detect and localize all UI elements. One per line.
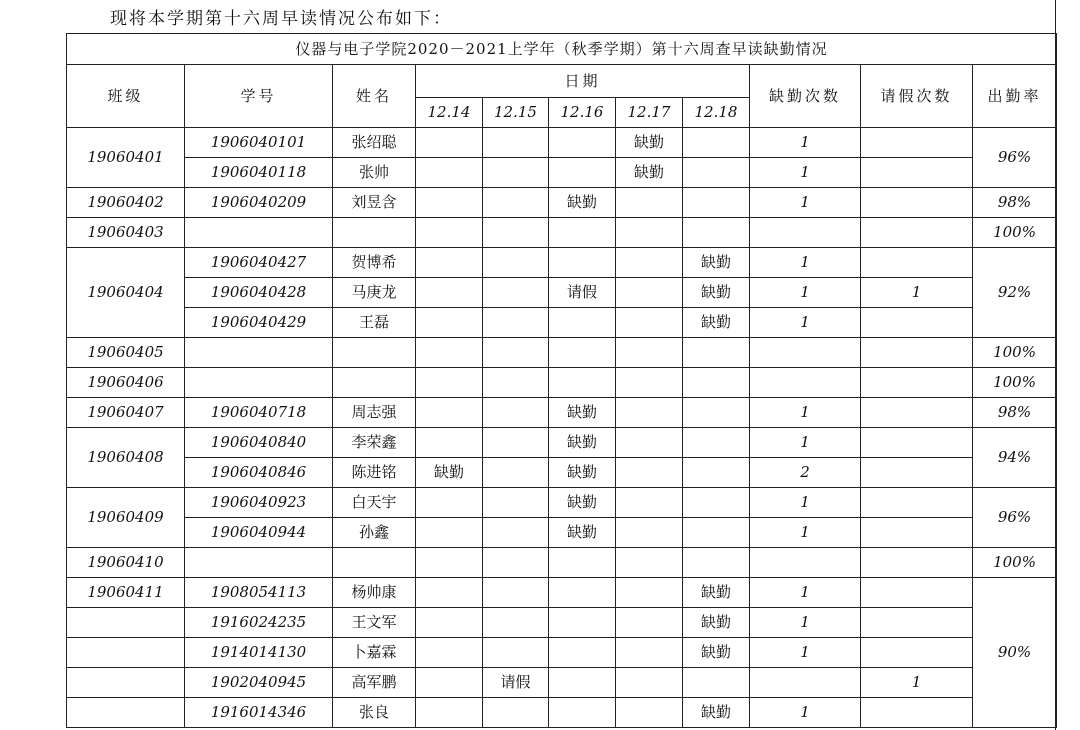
name-cell: 王磊 bbox=[333, 308, 416, 338]
leave-count-cell bbox=[861, 518, 973, 548]
leave-count-cell: 1 bbox=[861, 278, 973, 308]
header-student-id: 学号 bbox=[185, 65, 333, 128]
day-status-cell bbox=[683, 548, 750, 578]
attendance-rate-cell: 98% bbox=[973, 188, 1057, 218]
day-status-cell bbox=[549, 608, 616, 638]
day-status-cell bbox=[616, 488, 683, 518]
student-id-cell: 1902040945 bbox=[185, 668, 333, 698]
absence-count-cell: 1 bbox=[750, 128, 861, 158]
student-id-cell bbox=[185, 368, 333, 398]
table-row bbox=[67, 698, 1057, 728]
student-id-cell: 1916014346 bbox=[185, 698, 333, 728]
name-cell bbox=[333, 218, 416, 248]
class-cell bbox=[67, 608, 185, 638]
student-id-cell: 1906040427 bbox=[185, 248, 333, 278]
absence-count-cell: 1 bbox=[750, 158, 861, 188]
day-status-cell bbox=[616, 248, 683, 278]
leave-count-cell bbox=[861, 488, 973, 518]
day-status-cell bbox=[616, 338, 683, 368]
class-cell: 19060401 bbox=[67, 128, 185, 188]
table-row bbox=[67, 338, 1057, 368]
absence-count-cell: 1 bbox=[750, 488, 861, 518]
leave-count-cell bbox=[861, 398, 973, 428]
day-status-cell bbox=[616, 548, 683, 578]
day-status-cell bbox=[549, 548, 616, 578]
day-status-cell: 缺勤 bbox=[683, 578, 750, 608]
day-status-cell: 缺勤 bbox=[549, 428, 616, 458]
table-row bbox=[67, 458, 1057, 488]
day-status-cell: 缺勤 bbox=[683, 698, 750, 728]
leave-count-cell bbox=[861, 308, 973, 338]
absence-count-cell: 1 bbox=[750, 278, 861, 308]
header-date-group: 日期 bbox=[416, 65, 750, 98]
day-status-cell bbox=[416, 308, 483, 338]
attendance-rate-cell: 90% bbox=[973, 578, 1057, 728]
day-status-cell bbox=[416, 368, 483, 398]
day-status-cell bbox=[416, 128, 483, 158]
table-row bbox=[67, 488, 1057, 518]
student-id-cell: 1906040428 bbox=[185, 278, 333, 308]
absence-count-cell: 1 bbox=[750, 428, 861, 458]
day-status-cell bbox=[683, 668, 750, 698]
day-status-cell bbox=[483, 128, 549, 158]
day-status-cell bbox=[416, 338, 483, 368]
absence-count-cell bbox=[750, 668, 861, 698]
attendance-rate-cell: 96% bbox=[973, 128, 1057, 188]
class-cell: 19060408 bbox=[67, 428, 185, 488]
day-status-cell bbox=[416, 188, 483, 218]
class-cell: 19060410 bbox=[67, 548, 185, 578]
absence-count-cell bbox=[750, 338, 861, 368]
header-absence-count: 缺勤次数 bbox=[750, 65, 861, 128]
day-status-cell bbox=[483, 548, 549, 578]
table-row bbox=[67, 248, 1057, 278]
day-status-cell bbox=[549, 248, 616, 278]
leave-count-cell: 1 bbox=[861, 668, 973, 698]
day-status-cell bbox=[616, 638, 683, 668]
leave-count-cell bbox=[861, 578, 973, 608]
absence-count-cell: 1 bbox=[750, 518, 861, 548]
day-status-cell bbox=[616, 518, 683, 548]
day-status-cell bbox=[549, 668, 616, 698]
day-status-cell bbox=[616, 668, 683, 698]
day-status-cell bbox=[683, 458, 750, 488]
student-id-cell: 1906040118 bbox=[185, 158, 333, 188]
day-status-cell: 缺勤 bbox=[549, 398, 616, 428]
day-status-cell bbox=[549, 308, 616, 338]
header-name: 姓名 bbox=[333, 65, 416, 128]
day-status-cell bbox=[549, 338, 616, 368]
day-status-cell bbox=[416, 668, 483, 698]
table-row bbox=[67, 578, 1057, 608]
day-status-cell bbox=[416, 398, 483, 428]
absence-count-cell: 1 bbox=[750, 398, 861, 428]
leave-count-cell bbox=[861, 638, 973, 668]
class-cell: 19060405 bbox=[67, 338, 185, 368]
header-date: 12.14 bbox=[416, 98, 483, 128]
student-id-cell bbox=[185, 218, 333, 248]
day-status-cell bbox=[416, 608, 483, 638]
day-status-cell bbox=[683, 158, 750, 188]
day-status-cell bbox=[683, 218, 750, 248]
student-id-cell: 1906040209 bbox=[185, 188, 333, 218]
day-status-cell bbox=[549, 638, 616, 668]
class-cell bbox=[67, 698, 185, 728]
name-cell bbox=[333, 338, 416, 368]
student-id-cell: 1906040718 bbox=[185, 398, 333, 428]
absence-count-cell: 1 bbox=[750, 638, 861, 668]
name-cell: 白天宇 bbox=[333, 488, 416, 518]
day-status-cell bbox=[416, 638, 483, 668]
absence-count-cell: 1 bbox=[750, 248, 861, 278]
day-status-cell bbox=[683, 188, 750, 218]
absence-count-cell bbox=[750, 368, 861, 398]
day-status-cell bbox=[483, 488, 549, 518]
day-status-cell bbox=[483, 308, 549, 338]
attendance-rate-cell: 96% bbox=[973, 488, 1057, 548]
student-id-cell: 1916024235 bbox=[185, 608, 333, 638]
table-row bbox=[67, 668, 1057, 698]
student-id-cell bbox=[185, 548, 333, 578]
day-status-cell bbox=[549, 368, 616, 398]
student-id-cell bbox=[185, 338, 333, 368]
attendance-rate-cell: 100% bbox=[973, 338, 1057, 368]
day-status-cell bbox=[616, 218, 683, 248]
day-status-cell bbox=[416, 428, 483, 458]
attendance-rate-cell: 100% bbox=[973, 548, 1057, 578]
class-cell: 19060402 bbox=[67, 188, 185, 218]
header-date: 12.16 bbox=[549, 98, 616, 128]
day-status-cell bbox=[483, 578, 549, 608]
day-status-cell bbox=[416, 698, 483, 728]
leave-count-cell bbox=[861, 128, 973, 158]
name-cell: 陈进铭 bbox=[333, 458, 416, 488]
day-status-cell bbox=[683, 518, 750, 548]
day-status-cell bbox=[683, 398, 750, 428]
leave-count-cell bbox=[861, 188, 973, 218]
day-status-cell bbox=[416, 518, 483, 548]
day-status-cell bbox=[683, 488, 750, 518]
student-id-cell: 1906040101 bbox=[185, 128, 333, 158]
name-cell: 刘昱含 bbox=[333, 188, 416, 218]
day-status-cell: 缺勤 bbox=[549, 518, 616, 548]
table-row bbox=[67, 518, 1057, 548]
name-cell: 张帅 bbox=[333, 158, 416, 188]
leave-count-cell bbox=[861, 548, 973, 578]
attendance-table bbox=[66, 33, 1057, 728]
day-status-cell bbox=[483, 428, 549, 458]
day-status-cell bbox=[616, 278, 683, 308]
class-cell: 19060403 bbox=[67, 218, 185, 248]
day-status-cell bbox=[483, 398, 549, 428]
student-id-cell: 1906040429 bbox=[185, 308, 333, 338]
header-date: 12.17 bbox=[616, 98, 683, 128]
day-status-cell bbox=[483, 638, 549, 668]
name-cell: 贺博希 bbox=[333, 248, 416, 278]
header-attendance-rate: 出勤率 bbox=[973, 65, 1057, 128]
day-status-cell bbox=[416, 248, 483, 278]
day-status-cell: 请假 bbox=[549, 278, 616, 308]
table-row bbox=[67, 608, 1057, 638]
table-row bbox=[67, 638, 1057, 668]
day-status-cell bbox=[616, 578, 683, 608]
day-status-cell bbox=[483, 518, 549, 548]
day-status-cell: 缺勤 bbox=[616, 158, 683, 188]
day-status-cell bbox=[616, 188, 683, 218]
absence-count-cell bbox=[750, 548, 861, 578]
day-status-cell bbox=[483, 368, 549, 398]
absence-count-cell: 1 bbox=[750, 188, 861, 218]
name-cell: 孙鑫 bbox=[333, 518, 416, 548]
day-status-cell bbox=[616, 368, 683, 398]
class-cell: 19060409 bbox=[67, 488, 185, 548]
day-status-cell bbox=[416, 578, 483, 608]
day-status-cell bbox=[683, 428, 750, 458]
absence-count-cell: 1 bbox=[750, 578, 861, 608]
header-row bbox=[67, 65, 1057, 98]
class-cell: 19060411 bbox=[67, 578, 185, 608]
student-id-cell: 1906040846 bbox=[185, 458, 333, 488]
table-row bbox=[67, 158, 1057, 188]
leave-count-cell bbox=[861, 428, 973, 458]
table-body bbox=[67, 34, 1057, 728]
name-cell: 周志强 bbox=[333, 398, 416, 428]
day-status-cell bbox=[683, 368, 750, 398]
day-status-cell: 缺勤 bbox=[616, 128, 683, 158]
day-status-cell bbox=[483, 698, 549, 728]
day-status-cell bbox=[416, 158, 483, 188]
day-status-cell bbox=[683, 338, 750, 368]
attendance-rate-cell: 100% bbox=[973, 218, 1057, 248]
leave-count-cell bbox=[861, 458, 973, 488]
name-cell: 王文军 bbox=[333, 608, 416, 638]
absence-count-cell: 1 bbox=[750, 608, 861, 638]
name-cell: 杨帅康 bbox=[333, 578, 416, 608]
class-cell bbox=[67, 668, 185, 698]
day-status-cell bbox=[416, 278, 483, 308]
day-status-cell bbox=[483, 248, 549, 278]
day-status-cell bbox=[616, 608, 683, 638]
day-status-cell: 缺勤 bbox=[683, 638, 750, 668]
day-status-cell bbox=[549, 158, 616, 188]
header-class: 班级 bbox=[67, 65, 185, 128]
table-title: 仪器与电子学院2020－2021上学年（秋季学期）第十六周查早读缺勤情况 bbox=[67, 34, 1057, 65]
day-status-cell bbox=[483, 458, 549, 488]
day-status-cell bbox=[549, 698, 616, 728]
day-status-cell bbox=[616, 698, 683, 728]
table-row bbox=[67, 188, 1057, 218]
leave-count-cell bbox=[861, 248, 973, 278]
day-status-cell bbox=[483, 608, 549, 638]
name-cell: 李荣鑫 bbox=[333, 428, 416, 458]
day-status-cell bbox=[483, 338, 549, 368]
name-cell: 马庚龙 bbox=[333, 278, 416, 308]
class-cell: 19060404 bbox=[67, 248, 185, 338]
day-status-cell bbox=[483, 218, 549, 248]
class-cell: 19060407 bbox=[67, 398, 185, 428]
absence-count-cell: 2 bbox=[750, 458, 861, 488]
leave-count-cell bbox=[861, 698, 973, 728]
day-status-cell bbox=[416, 218, 483, 248]
day-status-cell bbox=[416, 488, 483, 518]
table-row bbox=[67, 278, 1057, 308]
day-status-cell bbox=[483, 278, 549, 308]
day-status-cell: 请假 bbox=[483, 668, 549, 698]
attendance-rate-cell: 94% bbox=[973, 428, 1057, 488]
day-status-cell bbox=[683, 128, 750, 158]
day-status-cell: 缺勤 bbox=[683, 608, 750, 638]
day-status-cell bbox=[549, 218, 616, 248]
student-id-cell: 1914014130 bbox=[185, 638, 333, 668]
day-status-cell bbox=[616, 398, 683, 428]
day-status-cell bbox=[616, 308, 683, 338]
table-row bbox=[67, 218, 1057, 248]
table-row bbox=[67, 548, 1057, 578]
name-cell bbox=[333, 368, 416, 398]
name-cell: 张良 bbox=[333, 698, 416, 728]
table-row bbox=[67, 398, 1057, 428]
leave-count-cell bbox=[861, 338, 973, 368]
header-date: 12.18 bbox=[683, 98, 750, 128]
name-cell: 张绍聪 bbox=[333, 128, 416, 158]
student-id-cell: 1906040923 bbox=[185, 488, 333, 518]
name-cell: 高军鹏 bbox=[333, 668, 416, 698]
day-status-cell bbox=[483, 188, 549, 218]
table-row bbox=[67, 128, 1057, 158]
day-status-cell: 缺勤 bbox=[683, 278, 750, 308]
absence-count-cell bbox=[750, 218, 861, 248]
day-status-cell bbox=[549, 128, 616, 158]
day-status-cell bbox=[483, 158, 549, 188]
student-id-cell: 1906040840 bbox=[185, 428, 333, 458]
day-status-cell: 缺勤 bbox=[416, 458, 483, 488]
leave-count-cell bbox=[861, 608, 973, 638]
name-cell: 卜嘉霖 bbox=[333, 638, 416, 668]
leave-count-cell bbox=[861, 368, 973, 398]
table-row bbox=[67, 428, 1057, 458]
day-status-cell bbox=[616, 458, 683, 488]
day-status-cell bbox=[549, 578, 616, 608]
leave-count-cell bbox=[861, 158, 973, 188]
day-status-cell bbox=[616, 428, 683, 458]
day-status-cell: 缺勤 bbox=[549, 458, 616, 488]
table-row bbox=[67, 368, 1057, 398]
attendance-rate-cell: 100% bbox=[973, 368, 1057, 398]
absence-count-cell: 1 bbox=[750, 698, 861, 728]
class-cell bbox=[67, 638, 185, 668]
leave-count-cell bbox=[861, 218, 973, 248]
day-status-cell: 缺勤 bbox=[549, 188, 616, 218]
table-row bbox=[67, 308, 1057, 338]
day-status-cell: 缺勤 bbox=[683, 248, 750, 278]
intro-text: 现将本学期第十六周早读情况公布如下： bbox=[110, 9, 452, 29]
name-cell bbox=[333, 548, 416, 578]
student-id-cell: 1906040944 bbox=[185, 518, 333, 548]
day-status-cell bbox=[416, 548, 483, 578]
title-row bbox=[67, 34, 1057, 65]
attendance-rate-cell: 98% bbox=[973, 398, 1057, 428]
day-status-cell: 缺勤 bbox=[549, 488, 616, 518]
day-status-cell: 缺勤 bbox=[683, 308, 750, 338]
header-leave-count: 请假次数 bbox=[861, 65, 973, 128]
header-date: 12.15 bbox=[483, 98, 549, 128]
absence-count-cell: 1 bbox=[750, 308, 861, 338]
attendance-rate-cell: 92% bbox=[973, 248, 1057, 338]
student-id-cell: 1908054113 bbox=[185, 578, 333, 608]
class-cell: 19060406 bbox=[67, 368, 185, 398]
